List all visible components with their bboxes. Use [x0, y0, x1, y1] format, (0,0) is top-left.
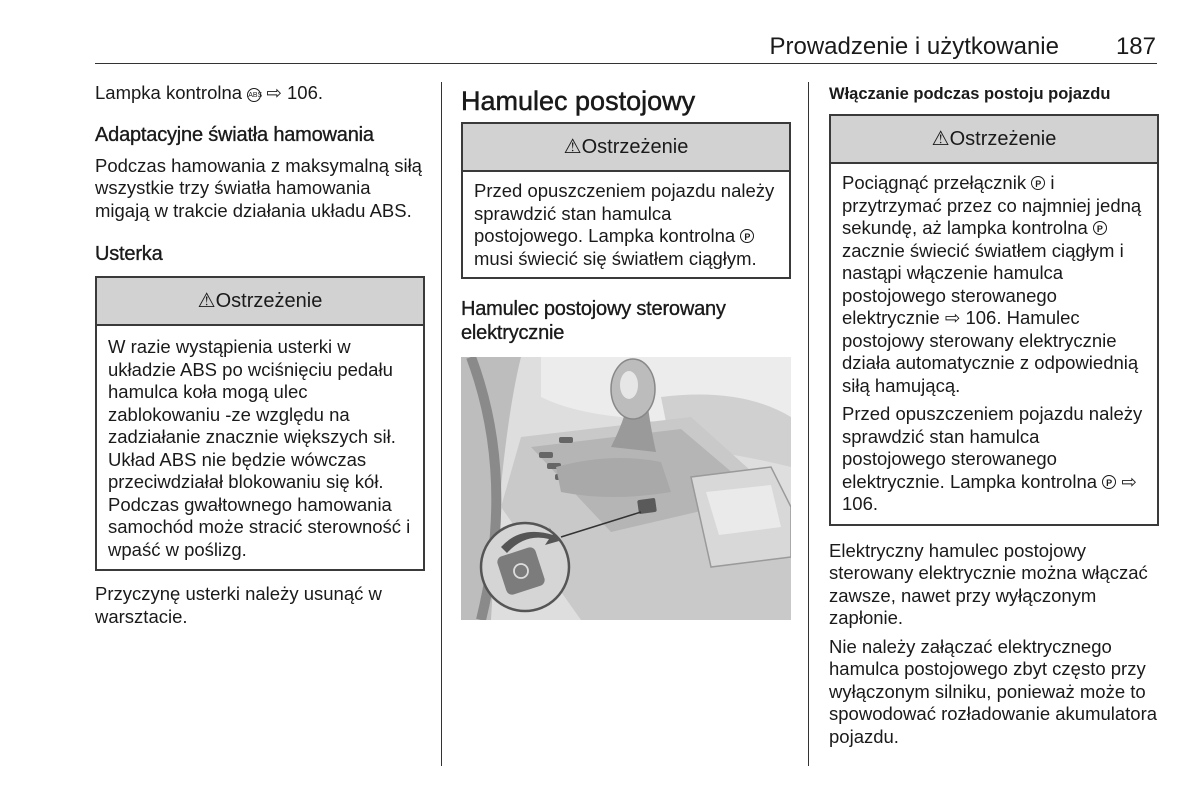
warning-paragraph-2 — [842, 403, 1145, 516]
warning-triangle-icon: ⚠ — [931, 128, 950, 150]
page-ref-link[interactable]: 106. — [287, 82, 324, 103]
adaptive-brake-text: Podczas hamowania z maksymalną siłą wszystkie trzy światła hamowania migają w trakcie działania układu ABS. — [95, 154, 422, 221]
warning-title: Ostrzeżenie — [581, 136, 689, 158]
heading-parking-brake: Hamulec postojowy — [461, 86, 696, 116]
parking-brake-lamp-icon: P — [1102, 475, 1116, 489]
warning-text-part-a: Przed opuszczeniem pojazdu należy sprawdzić stan hamulca postojowego. Lampka kontrolna — [474, 180, 775, 246]
warning-text: W razie wystąpienia usterki w układzie ABS po wciśnięciu pedału hamulca koła mogą ulec zablokowaniu -ze względu na zadziałanie znacznie większych sił. Układ ABS nie będzie wówczas przeciwdziałał blokowaniu się kół. Podczas gwałtownego hamowania samochód może stracić sterowność i wpaść w poślizg. — [108, 336, 411, 560]
warning-text-part-b: musi świecić się światłem ciągłym. — [474, 247, 757, 269]
page-ref-arrow-icon: ⇨ — [944, 307, 961, 328]
page-header-title: Prowadzenie i użytkowanie — [769, 33, 1059, 60]
warning-box-parking-brake — [461, 122, 791, 279]
warning-box-body — [463, 172, 789, 277]
w1-part-a: Pociągnąć przełącznik — [842, 172, 1027, 193]
warning-paragraph-1 — [842, 172, 1145, 397]
heading-electric-parking-brake: Hamulec postojowy sterowany elektrycznie — [461, 298, 726, 344]
page-ref-arrow-icon: ⇨ — [266, 82, 282, 103]
parking-brake-switch-icon: P — [1031, 176, 1045, 190]
column-middle — [461, 82, 791, 620]
battery-warning-text: Nie należy załączać elektrycznego hamulca postojowego zbyt często przy wyłączonym silniku, ponieważ może to spowodować rozładowanie akumulatora pojazdu. — [829, 635, 1158, 747]
warning-box-body — [97, 326, 423, 569]
header-divider — [95, 63, 1157, 64]
warning-text — [474, 180, 777, 270]
warning-triangle-icon: ⚠ — [197, 290, 216, 312]
warning-box-header — [831, 116, 1157, 164]
page-ref-link[interactable]: 106. — [842, 493, 879, 514]
column-right — [829, 82, 1159, 748]
warning-triangle-icon: ⚠ — [563, 136, 582, 158]
column-divider-2 — [808, 82, 809, 766]
heading-apply-when-stationary: Włączanie podczas postoju pojazdu — [829, 85, 1111, 103]
page-ref-link[interactable]: 106. — [965, 307, 1002, 328]
warning-box-body — [831, 164, 1157, 524]
w1-part-c: zacznie świecić światłem ciągłym i nastąpi włączenie hamulca postojowego sterowanego elektrycznie — [842, 239, 1124, 328]
w1-part-b: i przytrzymać przez co najmniej jedną sekundę, aż lampka kontrolna — [842, 172, 1142, 238]
warning-box-apply — [829, 114, 1159, 526]
ignition-off-text: Elektryczny hamulec postojowy sterowany elektrycznie można włączać zawsze, nawet przy wyłączonym zapłonie. — [829, 539, 1148, 628]
warning-box-header — [97, 278, 423, 326]
w1-part-d: Hamulec postojowy sterowany elektrycznie działa automatycznie z odpowiednią siłą hamującą. — [842, 307, 1139, 396]
warning-title: Ostrzeżenie — [949, 128, 1057, 150]
w2-part-a: Przed opuszczeniem pojazdu należy sprawdzić stan hamulca postojowego sterowanego elektrycznie. Lampka kontrolna — [842, 403, 1143, 492]
warning-title: Ostrzeżenie — [215, 290, 323, 312]
abs-symbol-icon: ABS — [247, 88, 261, 102]
heading-fault: Usterka — [95, 243, 163, 265]
parking-brake-symbol-icon: P — [740, 229, 754, 243]
fault-remedy-text: Przyczynę usterki należy usunąć w warsztacie. — [95, 583, 382, 627]
warning-box-abs — [95, 276, 425, 571]
parking-brake-illustration — [461, 357, 791, 620]
console-illustration-svg — [461, 357, 791, 620]
abs-lamp-reference — [95, 82, 425, 105]
page-number: 187 — [1115, 33, 1156, 60]
column-left — [95, 82, 425, 628]
column-divider-1 — [441, 82, 442, 766]
lamp-label: Lampka kontrolna — [95, 82, 243, 103]
heading-adaptive-brake-lights: Adaptacyjne światła hamowania — [95, 123, 374, 146]
parking-brake-lamp-icon: P — [1093, 221, 1107, 235]
page-ref-arrow-icon: ⇨ — [1121, 470, 1137, 492]
warning-box-header — [463, 124, 789, 172]
